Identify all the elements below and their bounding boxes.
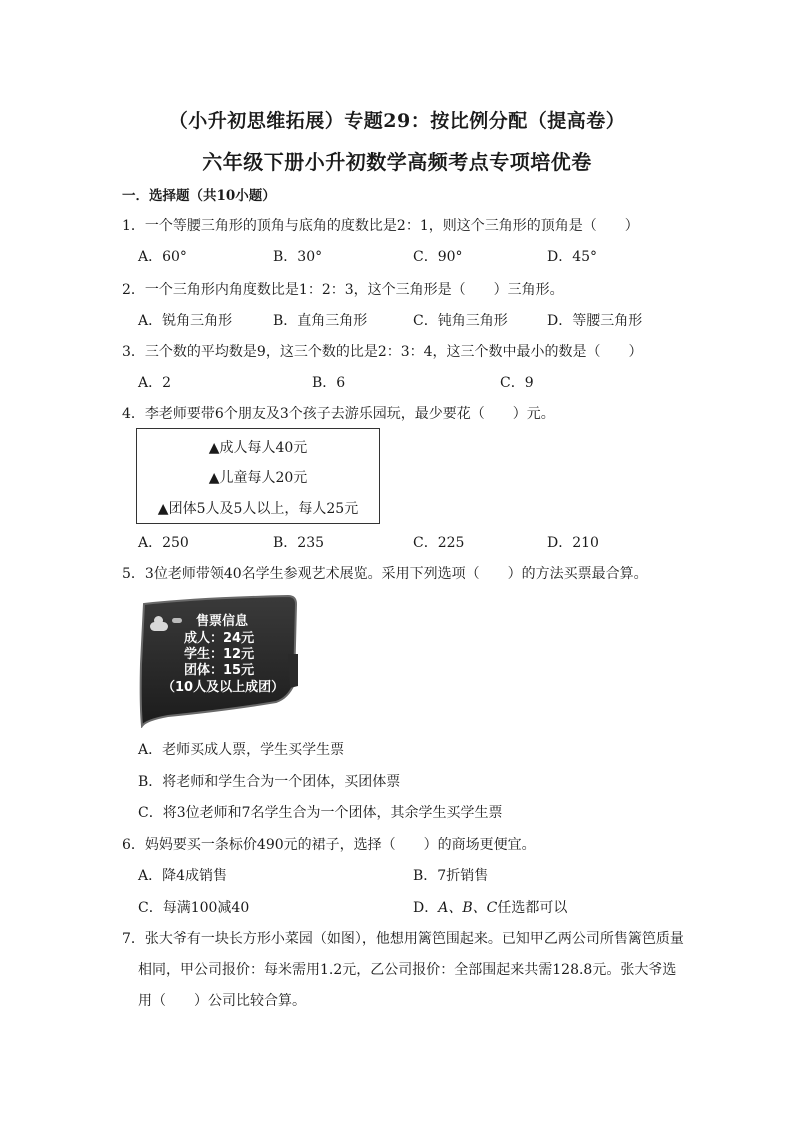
q3-option-b: B．6	[312, 375, 346, 391]
q3-option-c: C．9	[500, 375, 534, 391]
board-student: 学生：12元	[184, 647, 255, 662]
section-heading: 一．选择题（共10小题）	[122, 188, 276, 204]
q2-option-d: D．等腰三角形	[547, 313, 643, 329]
q4-option-d: D．210	[547, 535, 599, 551]
q6-option-d-prefix: D．	[413, 900, 439, 916]
question-2-stem: 2．一个三角形内角度数比是1：2：3，这个三角形是（ ）三角形。	[122, 282, 564, 298]
q5-option-b: B．将老师和学生合为一个团体，买团体票	[138, 774, 401, 790]
q4-option-b: B．235	[273, 535, 325, 551]
question-7-stem-line-2: 相同，甲公司报价：每米需用1.2元，乙公司报价：全部围起来共需128.8元。张大爷选	[138, 962, 677, 978]
q4-option-a: A．250	[138, 535, 189, 551]
q2-option-a: A．锐角三角形	[138, 313, 233, 329]
q3-option-a: A．2	[138, 375, 172, 391]
question-7-stem-line-1: 7．张大爷有一块长方形小菜园（如图），他想用篱笆围起来。已知甲乙两公司所售篱笆质量	[122, 931, 684, 947]
ticket-info-board	[138, 594, 298, 728]
price-group: ▲团体5人及5人以上，每人25元	[157, 501, 359, 517]
page-subtitle: 六年级下册小升初数学高频考点专项培优卷	[202, 150, 592, 174]
q6-option-d-suffix: 任选都可以	[497, 900, 568, 916]
board-group-note: （10人及以上成团）	[162, 680, 285, 695]
board-group: 团体：15元	[184, 663, 255, 678]
q5-option-a: A．老师买成人票，学生买学生票	[138, 742, 345, 758]
page-title: （小升初思维拓展）专题29：按比例分配（提高卷）	[168, 110, 626, 132]
q6-option-d-letters: A、B、C	[438, 900, 498, 916]
q1-option-b: B．30°	[273, 249, 323, 265]
price-adult: ▲成人每人40元	[208, 440, 308, 456]
q1-option-a: A．60°	[138, 249, 187, 265]
q5-option-c: C．将3位老师和7名学生合为一个团体，其余学生买学生票	[138, 805, 503, 821]
q6-option-c: C．每满100减40	[138, 900, 250, 916]
board-adult: 成人：24元	[184, 631, 255, 646]
question-6-stem: 6．妈妈要买一条标价490元的裙子，选择（ ）的商场更便宜。	[122, 837, 536, 853]
question-3-stem: 3．三个数的平均数是9，这三个数的比是2：3：4，这三个数中最小的数是（ ）	[122, 344, 643, 360]
q2-option-b: B．直角三角形	[273, 313, 368, 329]
question-7-stem-line-3: 用（ ）公司比较合算。	[138, 993, 306, 1009]
q1-option-d: D．45°	[547, 249, 598, 265]
q6-option-a: A．降4成销售	[138, 868, 228, 884]
question-5-stem: 5．3位老师带领40名学生参观艺术展览。采用下列选项（ ）的方法买票最合算。	[122, 566, 648, 582]
q6-option-d	[413, 898, 567, 918]
question-4-stem: 4．李老师要带6个朋友及3个孩子去游乐园玩，最少要花（ ）元。	[122, 406, 555, 422]
price-info-box	[136, 428, 380, 524]
q1-option-c: C．90°	[413, 249, 463, 265]
cloud-icon	[172, 618, 182, 623]
question-1-stem: 1．一个等腰三角形的顶角与底角的度数比是2：1，则这个三角形的顶角是（ ）	[122, 218, 639, 234]
board-title: 售票信息	[196, 614, 249, 629]
q4-option-c: C．225	[413, 535, 465, 551]
q2-option-c: C．钝角三角形	[413, 313, 508, 329]
price-child: ▲儿童每人20元	[208, 470, 308, 486]
q6-option-b: B．7折销售	[413, 868, 489, 884]
cloud-icon	[154, 616, 163, 625]
